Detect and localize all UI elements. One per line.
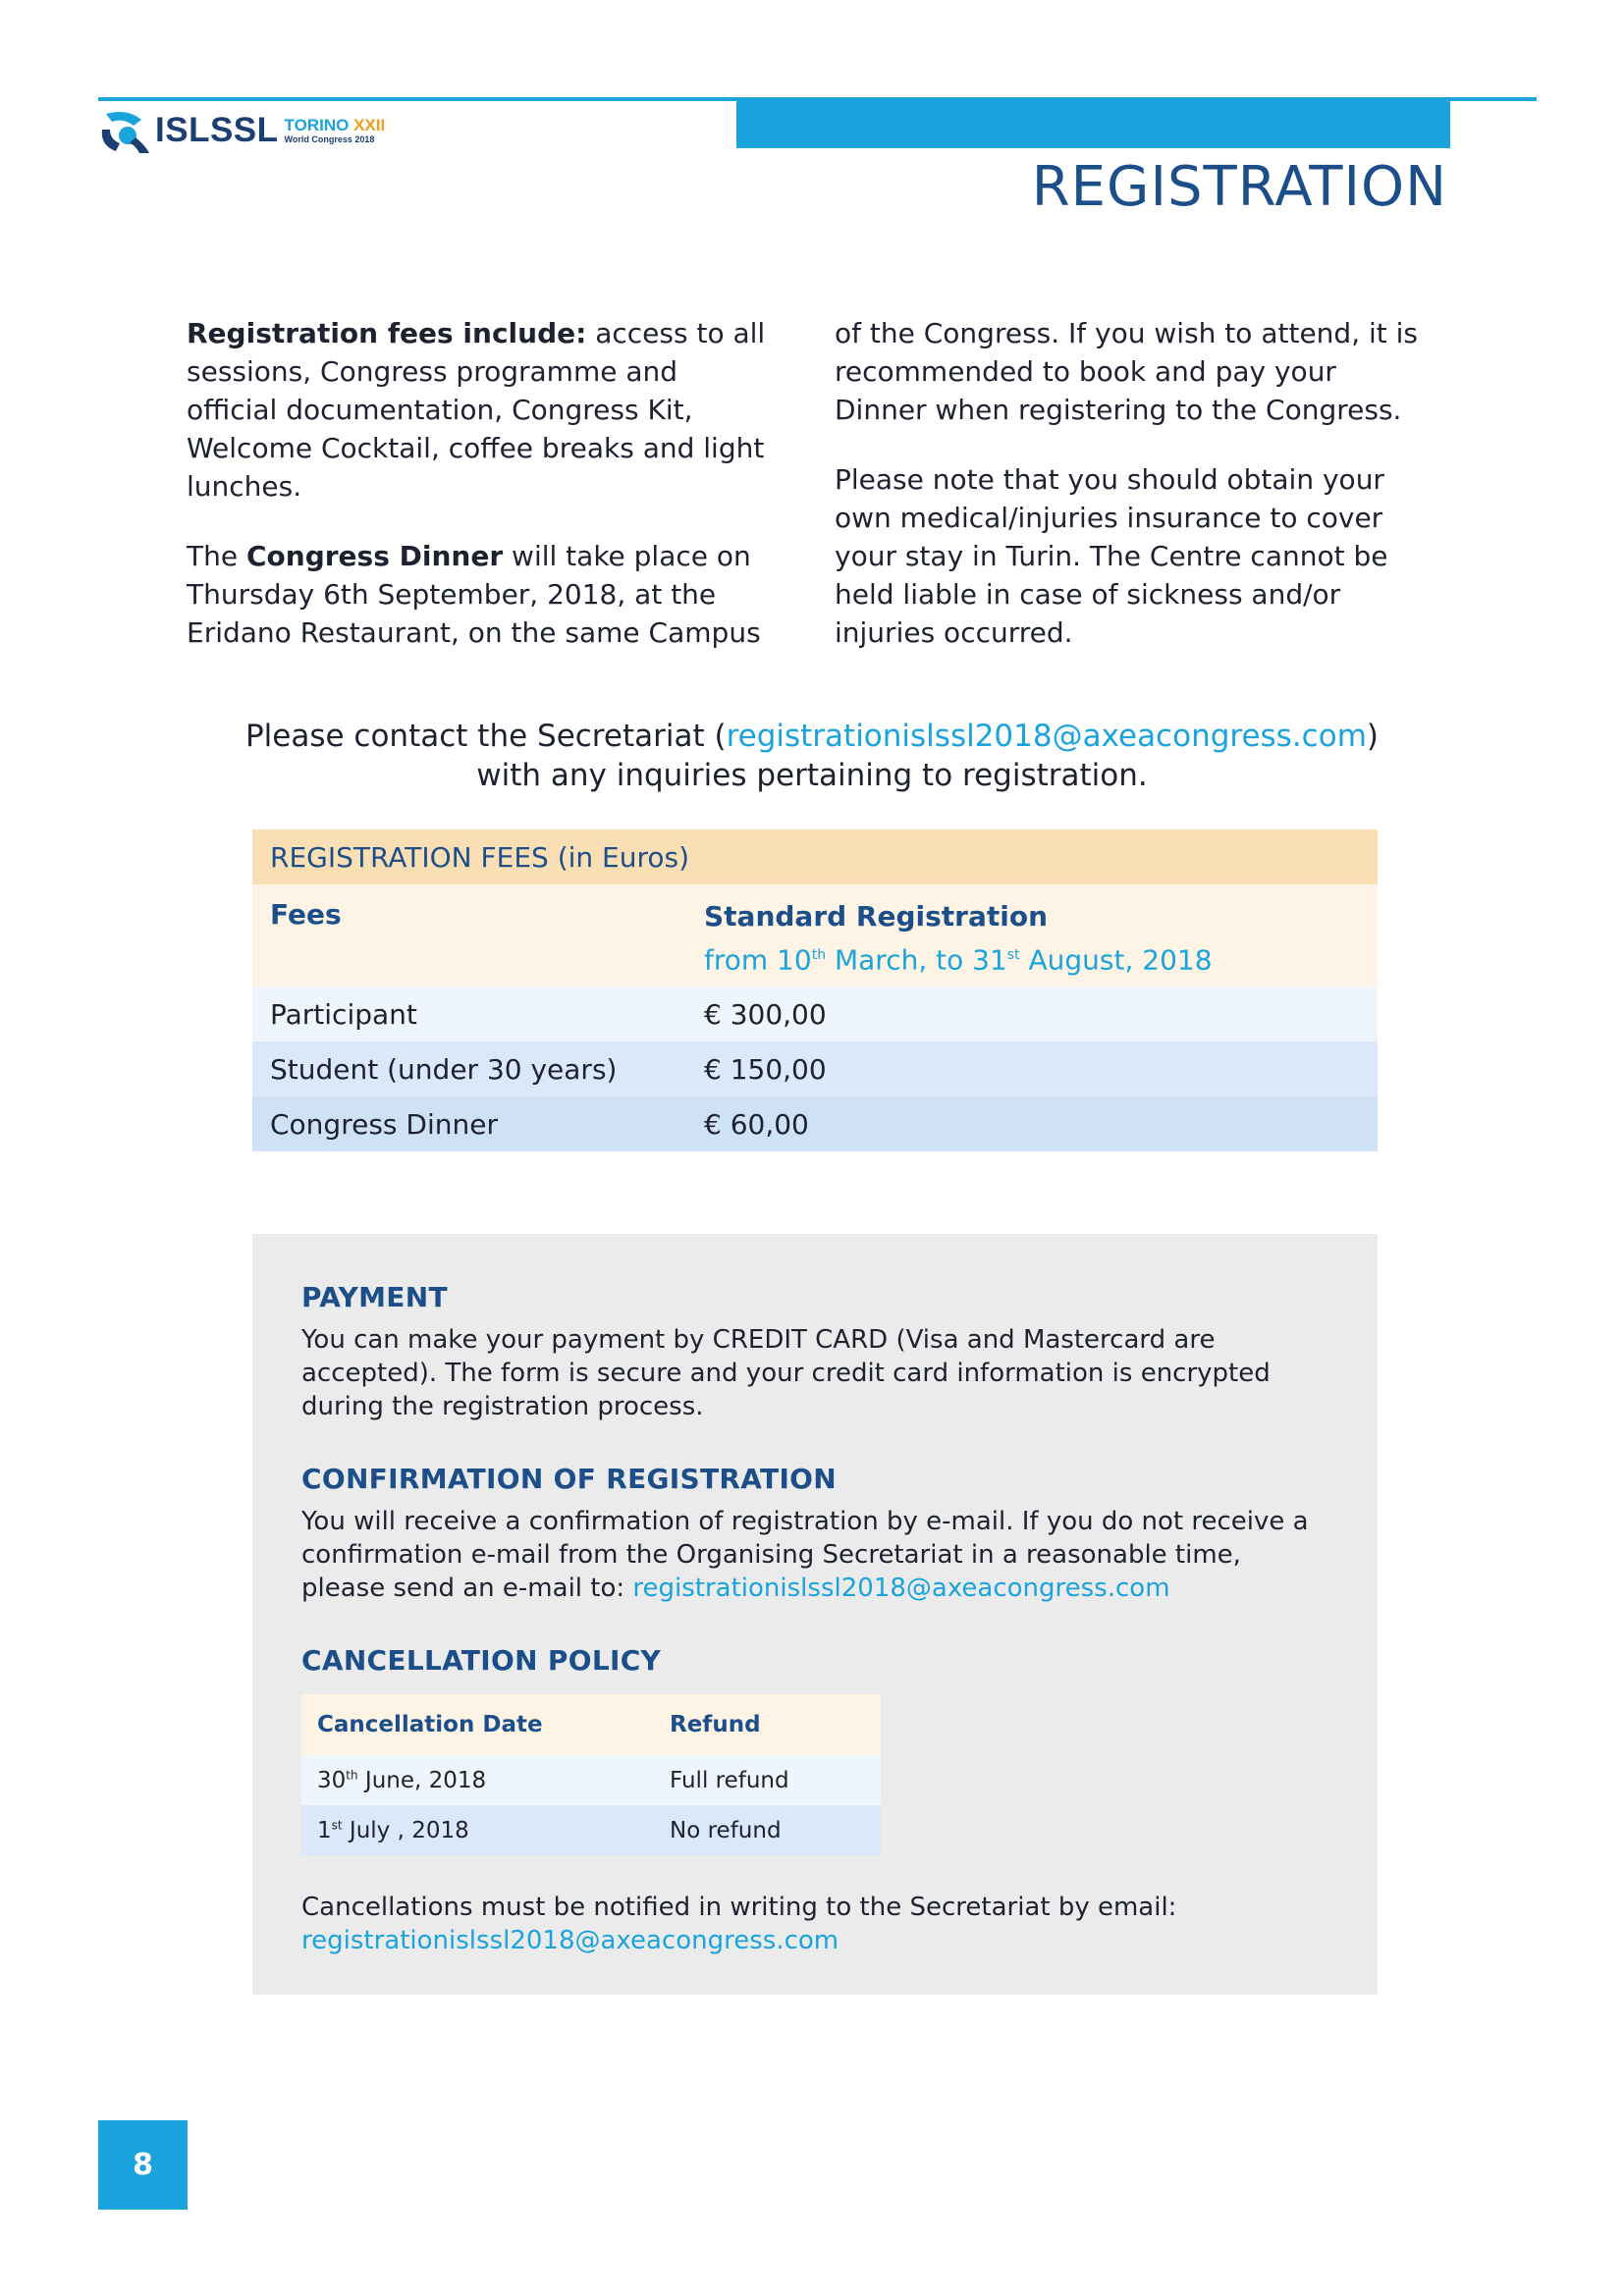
standard-registration-header: Standard Registration <box>704 900 1049 933</box>
table-row: 30th June, 2018 Full refund <box>301 1755 881 1805</box>
cancellation-table <box>301 1694 881 1855</box>
cancellation-email-link[interactable]: registrationislssl2018@axeacongress.com <box>301 1926 839 1955</box>
dinner-booking-paragraph: of the Congress. If you wish to attend, it is recommended to book and pay your Dinner when registering to the Congress. <box>835 317 1419 426</box>
payment-section <box>301 1281 1328 1423</box>
confirmation-heading: CONFIRMATION OF REGISTRATION <box>301 1463 837 1495</box>
intro-column-right <box>835 314 1424 683</box>
page-number: 8 <box>98 2120 188 2210</box>
contact-email-link[interactable]: registrationislssl2018@axeacongress.com <box>726 719 1367 754</box>
contact-secretariat: Please contact the Secretariat (registrationislssl2018@axeacongress.com) with any inquiries pertaining to registration. <box>244 719 1380 793</box>
table-row: Participant € 300,00 <box>252 987 1378 1041</box>
registration-period: from 10th March, to 31st August, 2018 <box>704 943 1213 977</box>
logo-city: TORINO <box>284 116 350 134</box>
table-row: Student (under 30 years) € 150,00 <box>252 1041 1378 1096</box>
logo-mark-icon <box>98 108 151 153</box>
confirmation-email-link[interactable]: registrationislssl2018@axeacongress.com <box>632 1574 1170 1603</box>
header-accent-bar <box>736 97 1450 148</box>
intro-column-left <box>187 314 776 683</box>
congress-dinner-paragraph: The Congress Dinner will take place on Thursday 6th September, 2018, at the Eridano Restaurant, on the same Campus <box>187 540 761 649</box>
cancellation-note: Cancellations must be notified in writing to the Secretariat by email: <box>301 1893 1177 1922</box>
cancellation-table-header: Cancellation Date Refund <box>301 1694 881 1755</box>
logo-name: ISLSSL <box>155 111 279 149</box>
payment-heading: PAYMENT <box>301 1281 448 1313</box>
cancellation-section <box>301 1644 1328 1957</box>
payment-text: You can make your payment by CREDIT CARD (Visa and Mastercard are accepted). The form is secure and your credit card information is encrypted during the registration process. <box>301 1325 1271 1421</box>
registration-fees-table <box>252 829 1378 1151</box>
table-row: 1st July , 2018 No refund <box>301 1805 881 1855</box>
table-row: Congress Dinner € 60,00 <box>252 1096 1378 1151</box>
confirmation-section <box>301 1463 1328 1605</box>
cancellation-heading: CANCELLATION POLICY <box>301 1644 662 1677</box>
logo-edition: XXII <box>353 116 386 134</box>
logo-subtitle: World Congress 2018 <box>284 134 375 144</box>
confirmation-text: You will receive a confirmation of registration by e-mail. If you do not receive a confirmation e-mail from the Organising Secretariat in a reasonable time, please send an e-mail to: registrationislssl2018@axeacongress.com <box>301 1507 1309 1603</box>
fees-include-paragraph: Registration fees include: access to all sessions, Congress programme and official documentation, Congress Kit, Welcome Cocktail, coffee breaks and light lunches. <box>187 317 766 503</box>
policy-box <box>252 1234 1378 1995</box>
fees-column-header: Fees <box>270 898 342 931</box>
insurance-paragraph: Please note that you should obtain your own medical/injuries insurance to cover your stay in Turin. The Centre cannot be held liable in case of sickness and/or injuries occurred. <box>835 463 1388 649</box>
fees-table-title: REGISTRATION FEES (in Euros) <box>252 829 1378 884</box>
page-title: REGISTRATION <box>1031 155 1447 219</box>
fees-table-header <box>252 884 1378 987</box>
congress-logo <box>98 108 385 153</box>
